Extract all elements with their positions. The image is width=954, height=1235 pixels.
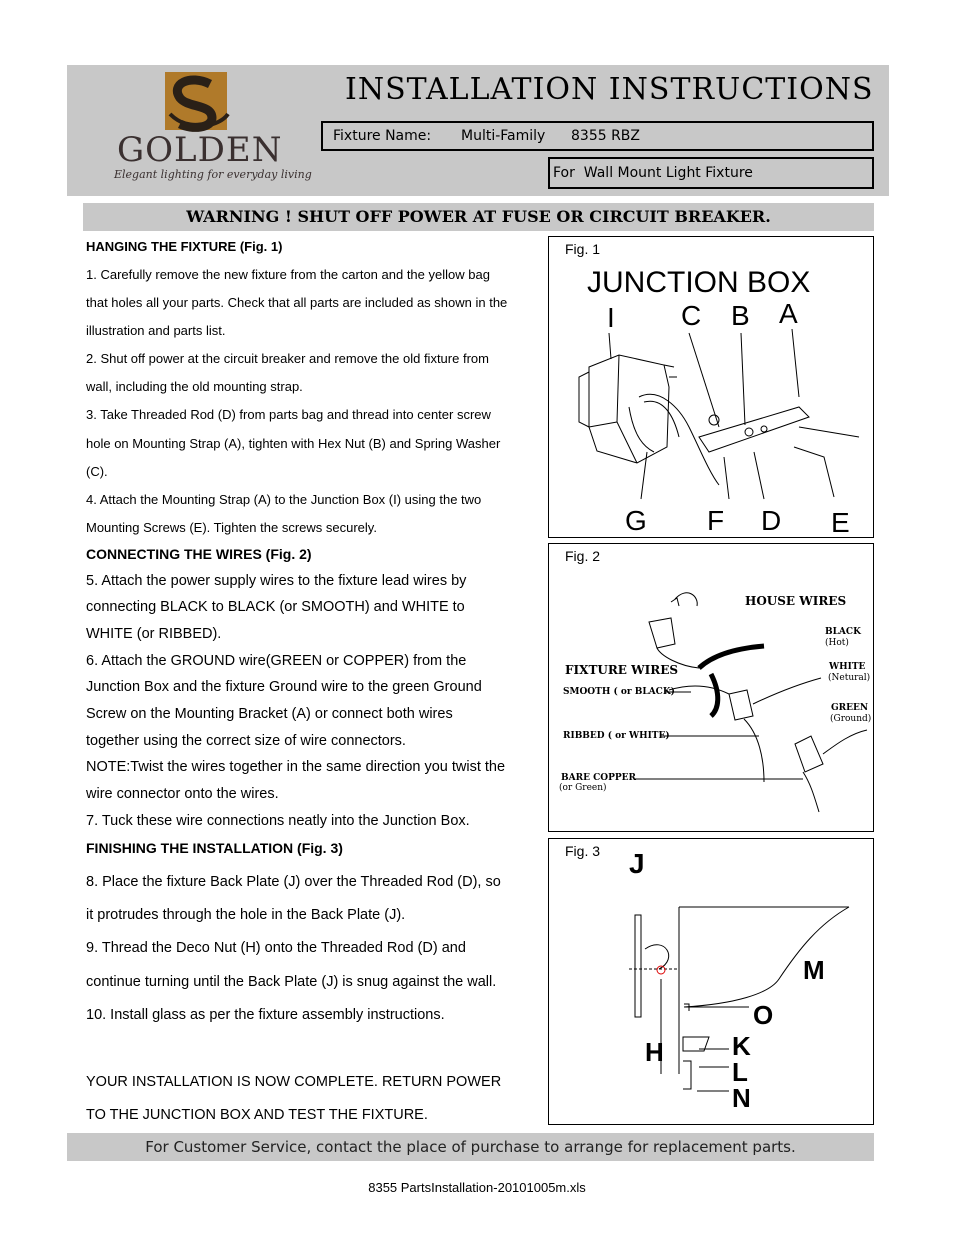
fig1-letter-i: I [607, 302, 615, 333]
fig3-letter-n: N [732, 1083, 751, 1113]
fig3-letter-j: J [629, 848, 645, 879]
customer-service-footer: For Customer Service, contact the place of purchase to arrange for replacement parts. [67, 1133, 874, 1161]
wires-line-2: connecting BLACK to BLACK (or SMOOTH) and WHITE to [86, 599, 465, 615]
mount-type: For Wall Mount Light Fixture [553, 165, 753, 181]
wires-line-7: together using the correct size of wire connectors. [86, 733, 406, 749]
mount-type-box [548, 157, 874, 189]
hanging-line-7: hole on Mounting Strap (A), tighten with Hex Nut (B) and Spring Washer [86, 436, 501, 451]
fig1-label: Fig. 1 [565, 241, 601, 257]
fixture-name-label: Fixture Name: [333, 128, 432, 144]
hanging-line-1: 1. Carefully remove the new fixture from the carton and the yellow bag [86, 267, 490, 282]
fig1-letter-b: B [731, 300, 750, 331]
figure-2 [548, 543, 874, 832]
green-sub: (Ground) [830, 714, 872, 724]
hanging-heading: HANGING THE FIXTURE (Fig. 1) [86, 239, 283, 254]
source-filename: 8355 PartsInstallation-20101005m.xls [368, 1180, 586, 1195]
hanging-line-10: Mounting Screws (E). Tighten the screws securely. [86, 520, 377, 535]
complete-line-2: TO THE JUNCTION BOX AND TEST THE FIXTURE. [86, 1107, 428, 1123]
fig1-letter-f: F [707, 505, 725, 536]
wires-note-2: wire connector onto the wires. [86, 786, 279, 802]
fig3-letter-k: K [732, 1031, 751, 1061]
black-sub: (Hot) [825, 638, 849, 648]
fig1-letter-a: A [779, 298, 798, 329]
wires-line-1: 5. Attach the power supply wires to the fixture lead wires by [86, 573, 467, 589]
hanging-line-5: wall, including the old mounting strap. [86, 379, 303, 394]
wires-line-8: 7. Tuck these wire connections neatly into the Junction Box. [86, 813, 470, 829]
bare-copper-sub: (or Green) [559, 783, 607, 793]
hanging-line-6: 3. Take Threaded Rod (D) from parts bag and thread into center screw [86, 407, 491, 422]
fig1-letter-e: E [831, 507, 850, 537]
fig2-label: Fig. 2 [565, 548, 601, 564]
house-wires-label: HOUSE WIRES [745, 594, 847, 608]
brand-name: GOLDEN [117, 130, 283, 170]
warning-banner: WARNING ! SHUT OFF POWER AT FUSE OR CIRCUIT BREAKER. [83, 203, 874, 231]
brand-tagline: Elegant lighting for everyday living [114, 168, 312, 181]
hanging-line-9: 4. Attach the Mounting Strap (A) to the Junction Box (I) using the two [86, 492, 482, 507]
figure-1 [548, 236, 874, 538]
white-sub: (Netural) [828, 673, 871, 683]
finishing-diagram [549, 839, 873, 1124]
fig3-label: Fig. 3 [565, 843, 601, 859]
junction-box-drawing [579, 329, 859, 499]
black-label: BLACK [825, 627, 861, 637]
finishing-heading: FINISHING THE INSTALLATION (Fig. 3) [86, 840, 343, 856]
fig3-letter-l: L [732, 1057, 748, 1087]
wires-line-5: Junction Box and the fixture Ground wire to the green Ground [86, 679, 482, 695]
green-label: GREEN [831, 703, 869, 713]
fixture-model: 8355 RBZ [571, 128, 641, 144]
hanging-line-3: illustration and parts list. [86, 323, 226, 338]
hanging-line-4: 2. Shut off power at the circuit breaker and remove the old fixture from [86, 351, 489, 366]
wires-line-4: 6. Attach the GROUND wire(GREEN or COPPER) from the [86, 653, 467, 669]
golden-logo [100, 70, 312, 190]
hanging-line-2: that holes all your parts. Check that all parts are included as shown in the [86, 295, 508, 310]
junction-box-diagram [549, 237, 873, 537]
finishing-line-2: it protrudes through the hole in the Back Plate (J). [86, 907, 406, 923]
page-title: INSTALLATION INSTRUCTIONS [345, 72, 874, 107]
wires-heading: CONNECTING THE WIRES (Fig. 2) [86, 546, 312, 562]
wires-line-6: Screw on the Mounting Bracket (A) or connect both wires [86, 706, 453, 722]
fixture-name-value: Multi-Family [461, 128, 546, 144]
fig3-letter-o: O [753, 1000, 774, 1030]
fig1-letter-g: G [625, 505, 647, 536]
fig3-letter-h: H [645, 1037, 664, 1067]
figure-3 [548, 838, 874, 1125]
bare-copper-label: BARE COPPER [561, 773, 636, 783]
fig1-letter-d: D [761, 505, 782, 536]
wiring-diagram [549, 544, 873, 831]
fixture-wires-label: FIXTURE WIRES [565, 663, 679, 677]
fig3-letter-m: M [803, 955, 825, 985]
finishing-line-1: 8. Place the fixture Back Plate (J) over the Threaded Rod (D), so [86, 874, 501, 890]
finishing-line-4: continue turning until the Back Plate (J) is snug against the wall. [86, 974, 497, 990]
fig1-letter-c: C [681, 300, 702, 331]
smooth-label: SMOOTH ( or BLACK) [563, 687, 675, 697]
hanging-line-8: (C). [86, 464, 108, 479]
wires-line-3: WHITE (or RIBBED). [86, 626, 222, 642]
wires-note-1: NOTE:Twist the wires together in the same direction you twist the [86, 759, 506, 775]
fixture-name-box [321, 121, 874, 151]
white-label: WHITE [829, 662, 866, 672]
finishing-line-3: 9. Thread the Deco Nut (H) onto the Threaded Rod (D) and [86, 940, 466, 956]
fig1-title: JUNCTION BOX [587, 266, 811, 299]
finishing-line-5: 10. Install glass as per the fixture assembly instructions. [86, 1007, 445, 1023]
ribbed-label: RIBBED ( or WHITE) [563, 731, 670, 741]
complete-line-1: YOUR INSTALLATION IS NOW COMPLETE. RETURN POWER [86, 1074, 502, 1090]
